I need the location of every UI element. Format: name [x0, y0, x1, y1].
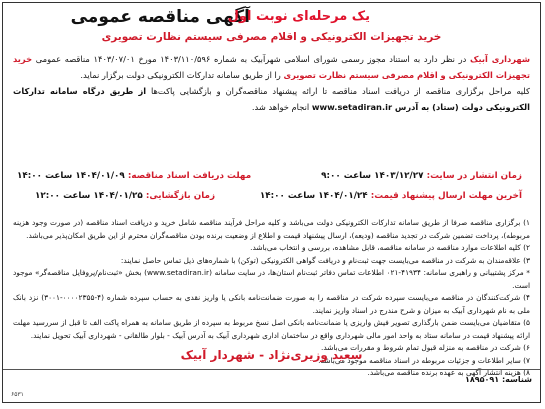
intro-paragraph-1	[13, 51, 530, 83]
tender-subject: خرید تجهیزات الکترونیکی و اقلام مصرفی سیستم نظارت تصویری	[13, 54, 530, 80]
condition-item: ۵) متقاضیان می‌بایست ضمن بارگذاری تصویر فیش واریزی یا ضمانت‌نامه بانکی اصل نسخ مربوط به سپرده از طریق سامانه به همراه پاکت الف تا قبل از سررسید مهلت ارائه پیشنهاد قیمت در سامانه ستاد به واحد امور مالی شهرداری واقع در ساختمان اداری شهرداری آبیک به آدرس آبیک - بلوار طالقانی - شهرداری آبیک تحویل نمایند.	[13, 318, 530, 340]
condition-item: * مرکز پشتیبانی و راهبری سامانه: ۴۱۹۳۴-۰۲۱ اطلاعات تماس دفاتر ثبت‌نام استان‌ها، در سایت سامانه (www.setadiran.ir) بخش «ثبت‌نام/پروفایل مناقصه‌گر» موجود است.	[13, 268, 530, 290]
footer-divider	[3, 369, 540, 370]
notice-title: آگهی مناقصه عمومی	[70, 7, 250, 27]
organization-name: شهرداری آبیک	[469, 54, 531, 64]
intro-paragraph-2	[13, 83, 530, 115]
condition-item: ۲) کلیه اطلاعات موارد مناقصه در سامانه مناقصه، قابل مشاهده، بررسی و انتخاب می‌باشد.	[250, 243, 530, 252]
notice-subtitle: خرید تجهیزات الکترونیکی و اقلام مصرفی سیستم نظارت تصویری	[101, 31, 442, 43]
publish-date: زمان انتشار در سایت: ۱۴۰۳/۱۲/۲۷ ساعت ۹:۰۰	[321, 171, 522, 181]
setad-portal-text: از طریق درگاه سامانه تدارکات الکترونیکی دولت (ستاد) به آدرس www.setadiran.ir	[13, 86, 530, 112]
bid-deadline: آخرین مهلت ارسال پیشنهاد قیمت: ۱۴۰۴/۰۱/۲۴ ساعت ۱۴:۰۰	[259, 191, 522, 201]
tender-notice	[2, 2, 541, 403]
notice-code: شناسه: ۱۸۹۵۰۹۱	[464, 375, 532, 384]
condition-item: ۱) برگزاری مناقصه صرفا از طریق سامانه تدارکات الکترونیکی دولت می‌باشد و کلیه مراحل فرآیند مناقصه شامل خرید و دریافت اسناد مناقصه (در صورت وجود هزینه مربوطه)، پرداخت تضمین شرکت در تجدید مناقصه (ودیعه)، ارسال پیشنهاد قیمت و اطلاع از وضعیت برنده بودن مناقصه‌گران محترم از این طریق امکان‌پذیر می‌باشد.	[13, 218, 530, 240]
intro-p2-start: کلیه مراحل برگزاری مناقصه از دریافت اسناد مناقصه تا ارائه پیشنهاد مناقصه‌گران و بازگشایی پاکت‌ها	[146, 86, 530, 96]
mayor-signature: سعید وزیری‌نژاد - شهردار آبیک	[180, 348, 363, 362]
condition-item: ۴) شرکت‌کنندگان در مناقصه می‌بایست سپرده شرکت در مناقصه را به صورت ضمانت‌نامه بانکی یا واریز نقدی به حساب سپرده شماره (۴-۰۰۰۰۲۳۵۵-۳۰۰۱) نزد بانک ملی به نام شهرداری آبیک به میزان و شرح مندرج در اسناد واریز نمایند.	[13, 293, 530, 315]
intro-p2-end: انجام خواهد شد.	[251, 102, 312, 112]
intro-text-end: را از طریق سامانه تدارکات الکترونیکی دولت برگزار نماید.	[80, 70, 284, 80]
notice-header	[3, 3, 540, 47]
condition-item: ۸) هزینه انتشار آگهی به عهده برنده مناقصه می‌باشد.	[367, 368, 530, 377]
condition-item: ۷) سایر اطلاعات و جزئیات مربوطه در اسناد مناقصه موجود می‌باشد.	[318, 355, 530, 365]
intro-text-part: در نظر دارد به استناد مجوز رسمی شورای اسلامی شهرآبیک به شماره ۱۴۰۳/۱۱۰/۵۹۶ مورخ ۱۴۰۳/۰۷/۰۱ مناقصه عمومی	[32, 54, 470, 64]
notice-title-suffix: یک مرحله‌ای نوبت اول	[227, 9, 370, 24]
condition-item: ۳) علاقه‌مندان به شرکت در مناقصه می‌بایست جهت ثبت‌نام و دریافت گواهی الکترونیکی (توکن) با شماره‌های ذیل تماس حاصل نمایند:	[120, 255, 530, 265]
intro-text	[13, 51, 530, 115]
condition-item: ۶) شرکت در مناقصه به منزله قبول تمام شروط و مقررات می‌باشد.	[320, 343, 530, 352]
footer-small-number: ۶۵۳۱	[11, 391, 24, 398]
opening-date: زمان بازگشایی: ۱۴۰۴/۰۱/۲۵ ساعت ۱۲:۰۰	[35, 191, 216, 201]
tender-dates	[15, 165, 522, 215]
document-deadline: مهلت دریافت اسناد مناقصه: ۱۴۰۴/۰۱/۰۹ ساعت ۱۴:۰۰	[17, 171, 252, 181]
